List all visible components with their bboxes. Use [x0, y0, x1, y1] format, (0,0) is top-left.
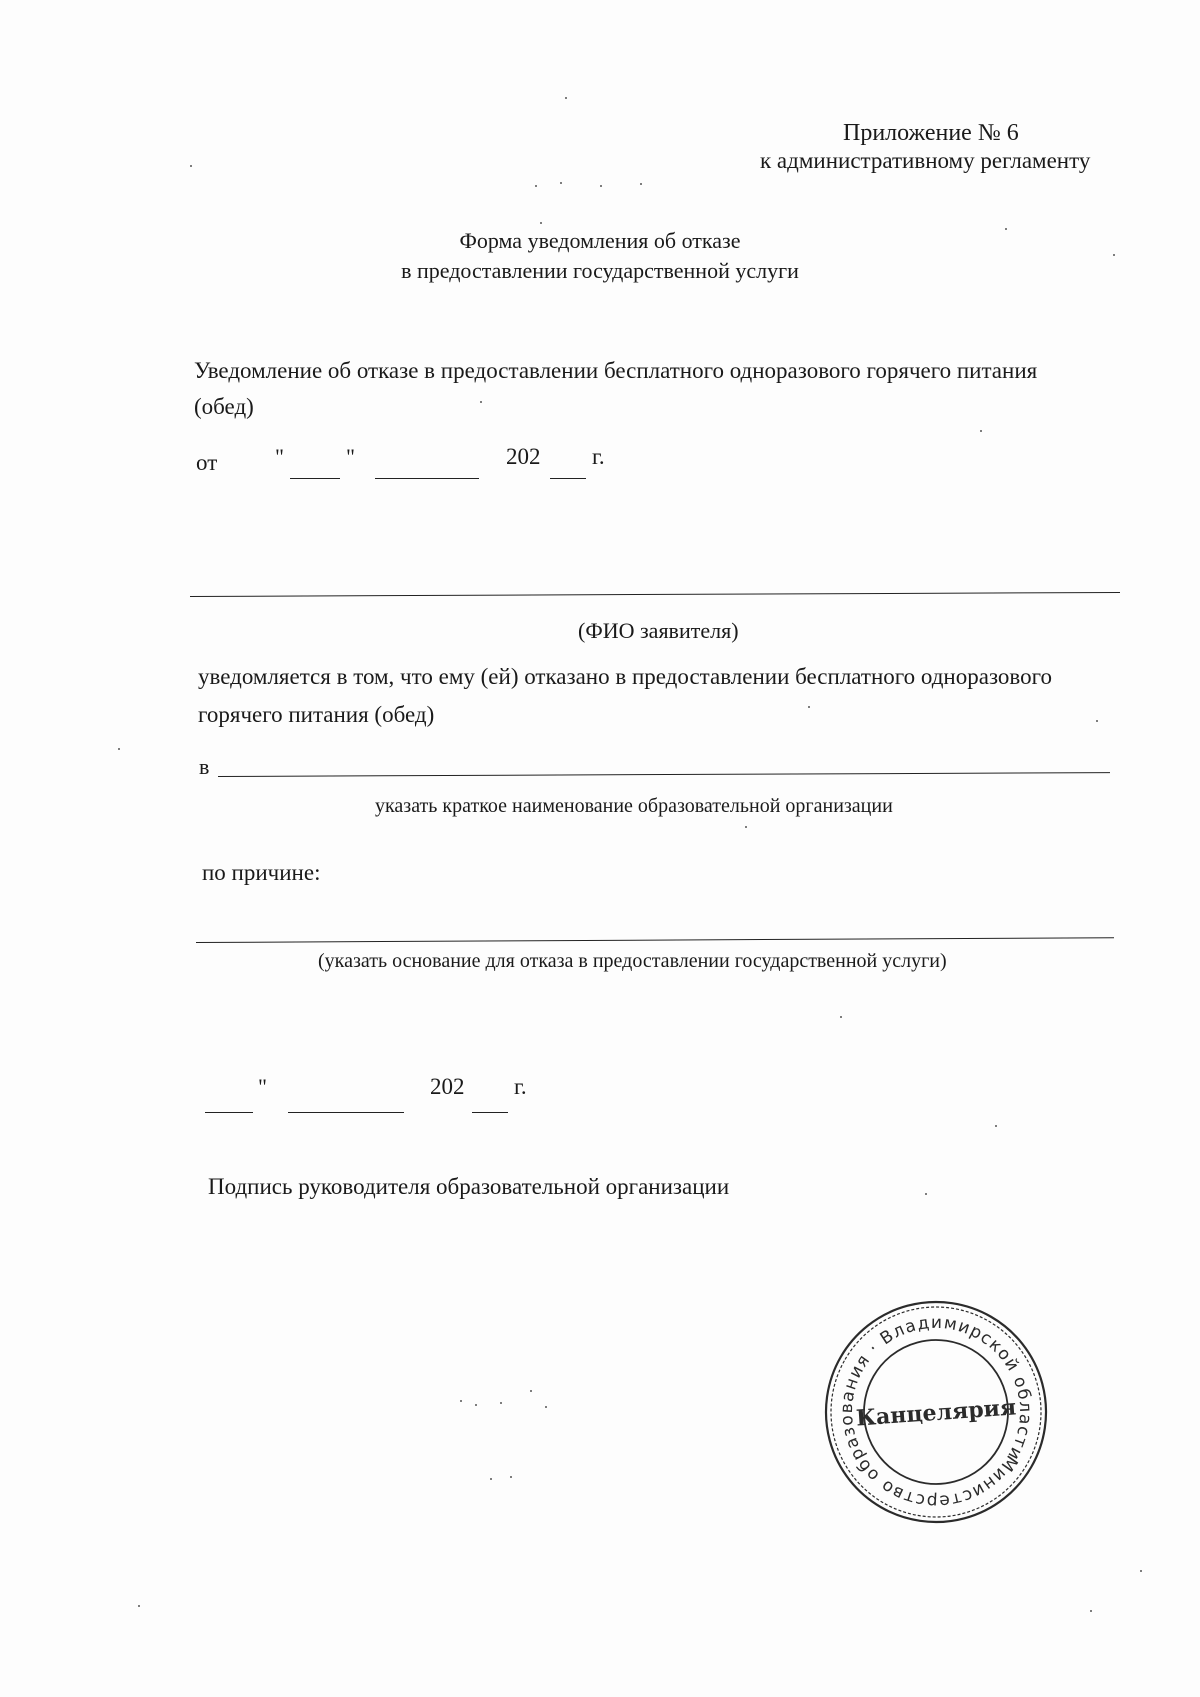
reason-caption: (указать основание для отказа в предоставлении государственной услуги): [318, 950, 947, 972]
sign-date-year: 202: [430, 1074, 465, 1099]
appendix-title: Приложение № 6: [843, 120, 1019, 146]
org-prefix: в: [199, 754, 210, 779]
sign-year-blank: [472, 1112, 508, 1113]
applicant-name-line: [190, 592, 1120, 597]
form-title-line1: Форма уведомления об отказе: [459, 228, 741, 253]
appendix-subtitle: к административному регламенту: [760, 148, 1091, 173]
office-stamp: [822, 1298, 1050, 1526]
stamp-center-text: Канцелярия: [855, 1394, 1017, 1432]
signature-label: Подпись руководителя образовательной организации: [208, 1174, 730, 1199]
date-year: 202: [506, 444, 541, 469]
sign-date-suffix: г.: [514, 1074, 527, 1099]
body-line1: уведомляется в том, что ему (ей) отказано в предоставлении бесплатного одноразового: [198, 664, 1052, 689]
date-quote-close: ": [346, 444, 355, 469]
sign-month-blank: [288, 1112, 404, 1113]
form-title-line2: в предоставлении государственной услуги: [401, 258, 799, 283]
sign-date-quote: ": [258, 1074, 267, 1099]
date-prefix: от: [196, 450, 218, 475]
date-day-blank: [290, 478, 340, 479]
org-caption: указать краткое наименование образовательной организации: [375, 795, 893, 817]
date-year-blank: [550, 478, 586, 479]
reason-label: по причине:: [202, 860, 321, 885]
body-line2: горячего питания (обед): [198, 702, 435, 727]
date-quote-open: ": [275, 444, 284, 469]
date-suffix: г.: [592, 444, 605, 469]
sign-day-blank: [205, 1112, 253, 1113]
org-name-line: [218, 772, 1110, 777]
applicant-caption: (ФИО заявителя): [578, 618, 739, 643]
notice-heading-line2: (обед): [194, 394, 254, 419]
date-month-blank: [375, 478, 479, 479]
notice-heading-line1: Уведомление об отказе в предоставлении бесплатного одноразового горячего питания: [194, 358, 1038, 383]
reason-line: [196, 937, 1114, 943]
stamp-ring-text: Министерство образования · Владимирской области: [836, 1312, 1036, 1512]
